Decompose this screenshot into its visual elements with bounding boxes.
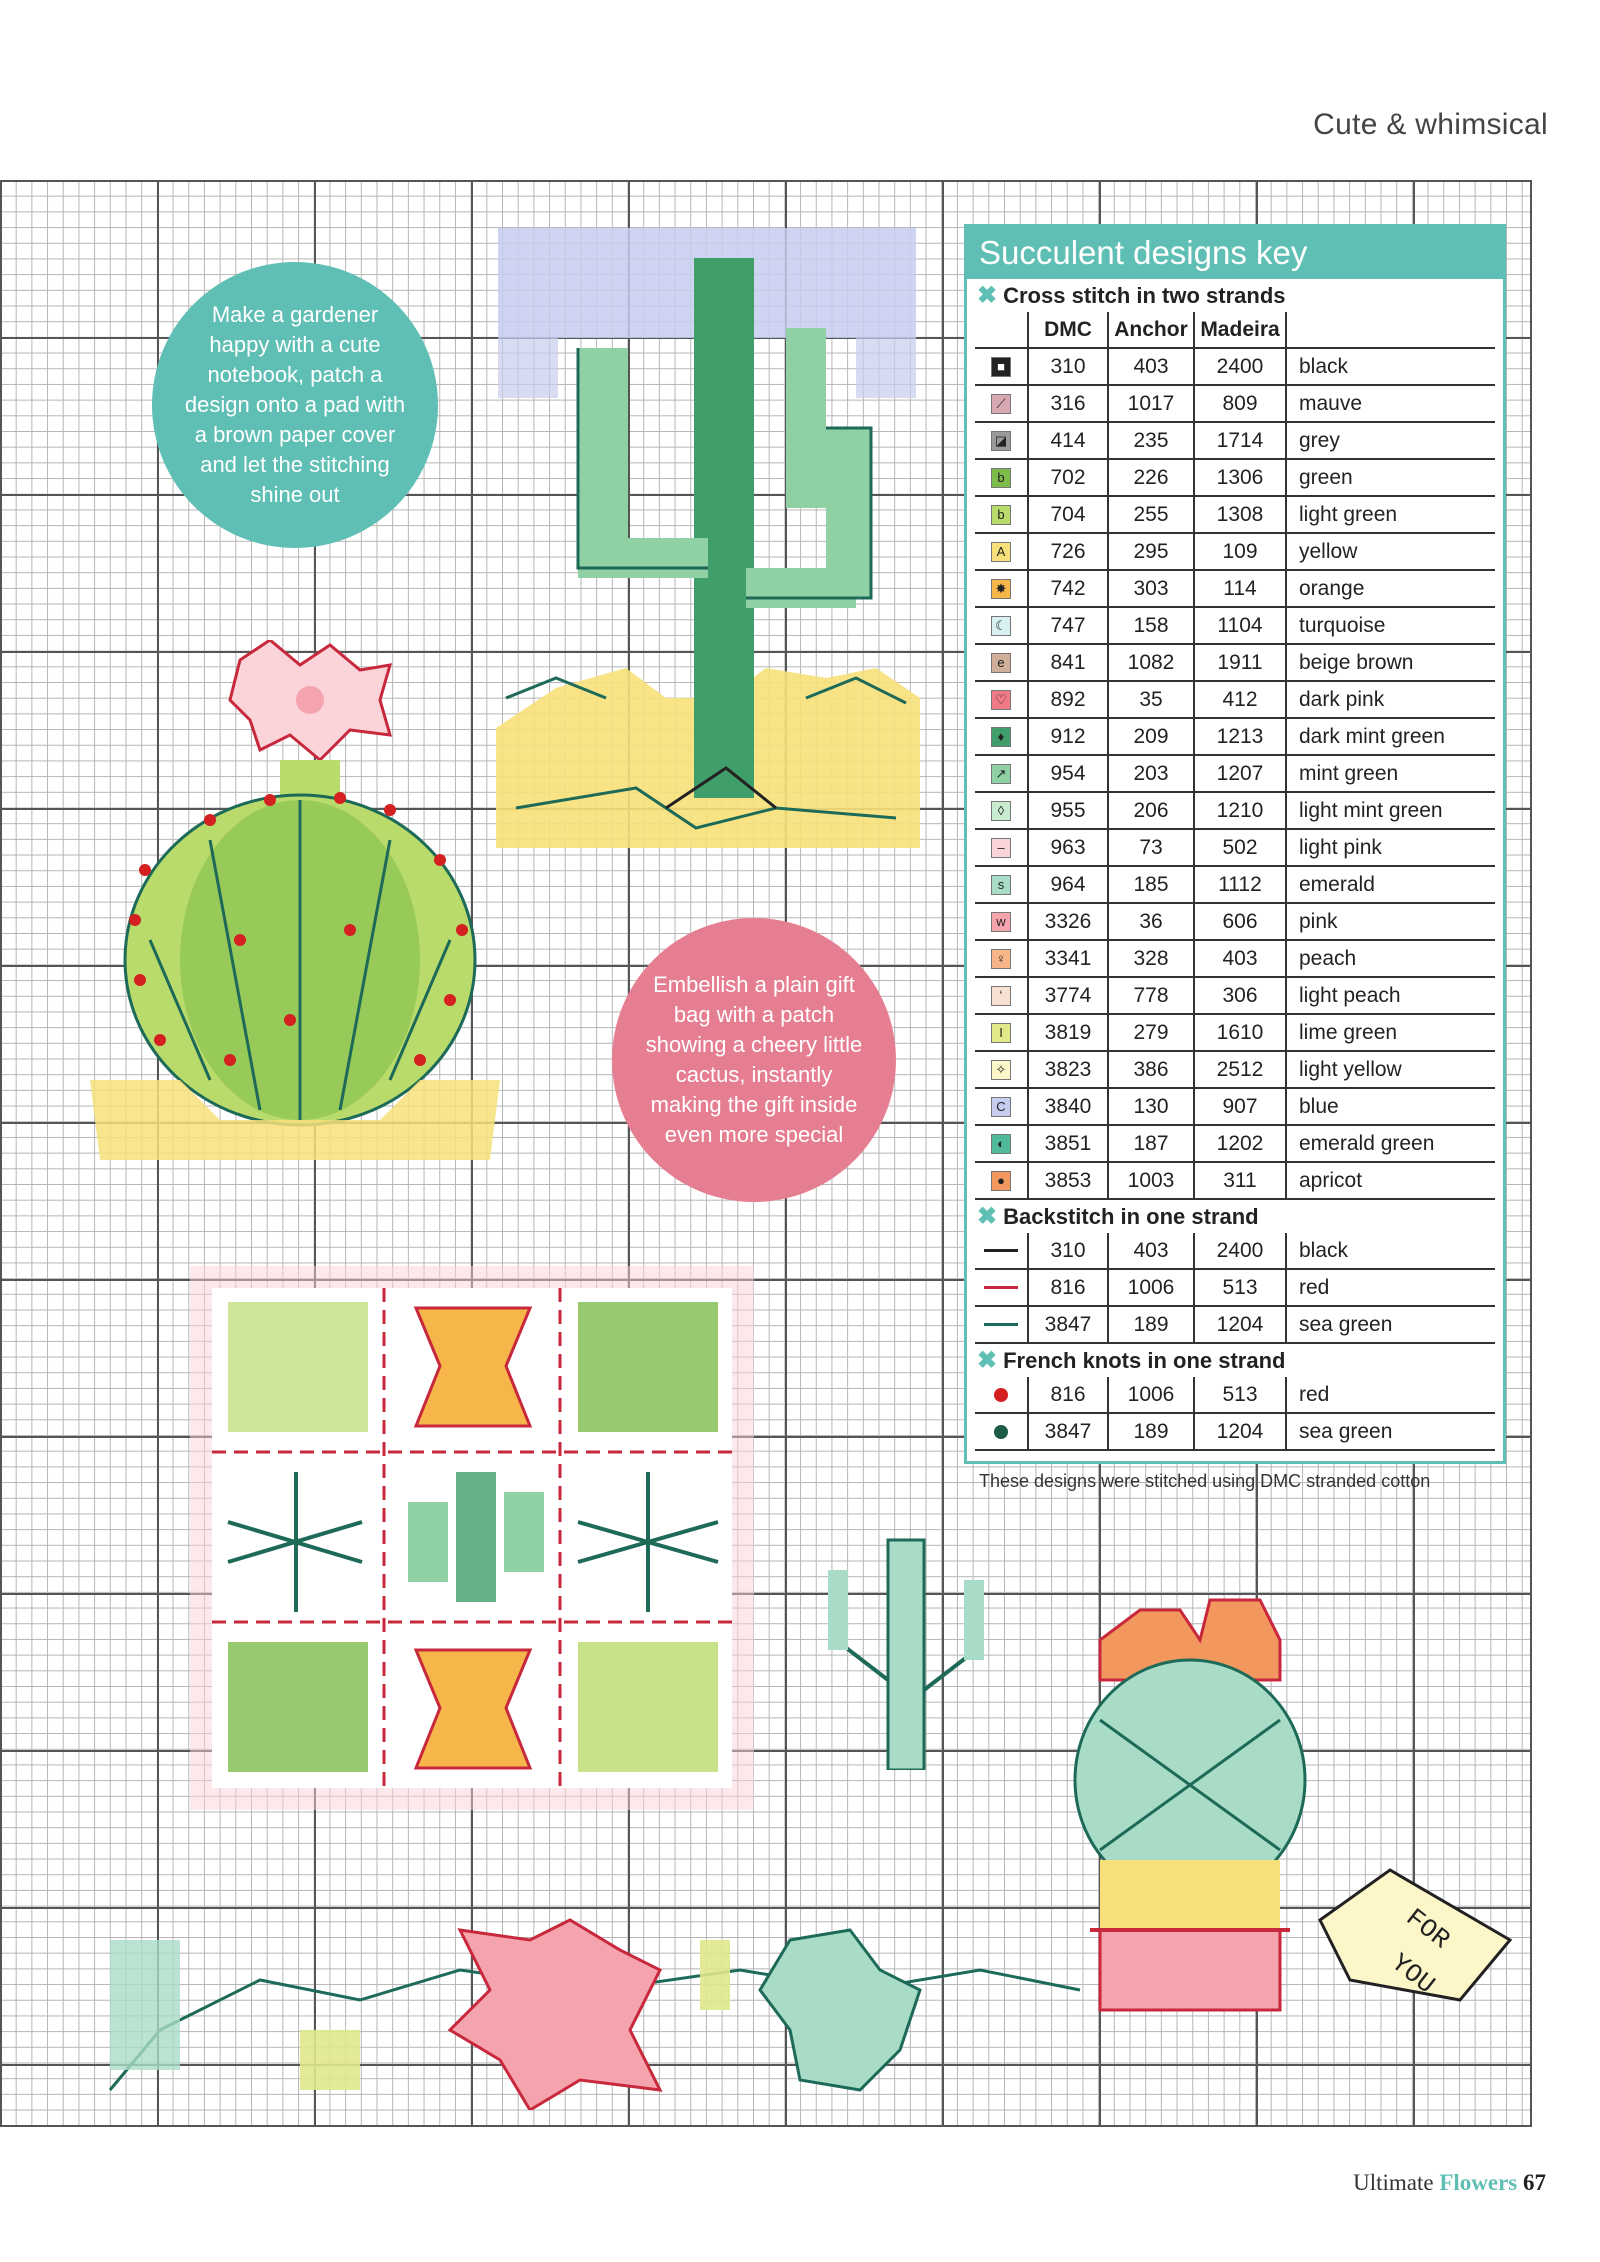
dmc-code: 3819 xyxy=(1029,1015,1109,1050)
thread-name: light pink xyxy=(1299,836,1382,859)
cross-row xyxy=(975,1015,1495,1052)
thread-name: red xyxy=(1299,1276,1330,1299)
thread-name: sea green xyxy=(1299,1420,1393,1443)
tag-word-for: FOR xyxy=(1400,1902,1456,1956)
anchor-code: 206 xyxy=(1109,793,1195,828)
swatch-cell xyxy=(975,830,1029,865)
thread-name: black xyxy=(1299,355,1349,378)
thread-name: orange xyxy=(1299,577,1365,600)
madeira-code: 1213 xyxy=(1195,719,1287,754)
anchor-code: 1006 xyxy=(1109,1377,1195,1412)
cross-row xyxy=(975,423,1495,460)
anchor-header: Anchor xyxy=(1109,312,1195,347)
dmc-code: 3823 xyxy=(1029,1052,1109,1087)
swatch-cell xyxy=(975,645,1029,680)
madeira-code: 1308 xyxy=(1195,497,1287,532)
madeira-code: 1112 xyxy=(1195,867,1287,902)
cross-row xyxy=(975,645,1495,682)
back-row xyxy=(975,1233,1495,1270)
cross-row xyxy=(975,1163,1495,1200)
dmc-code: 954 xyxy=(1029,756,1109,791)
dmc-code: 310 xyxy=(1029,1233,1109,1268)
anchor-code: 209 xyxy=(1109,719,1195,754)
anchor-code: 328 xyxy=(1109,941,1195,976)
madeira-code: 502 xyxy=(1195,830,1287,865)
page-footer xyxy=(1353,2170,1546,2196)
dmc-code: 816 xyxy=(1029,1377,1109,1412)
small-cactus-motif xyxy=(826,1530,986,1770)
backstitch-rows xyxy=(967,1233,1503,1344)
dmc-code: 704 xyxy=(1029,497,1109,532)
thread-swatch-lime-green: I xyxy=(991,1023,1011,1043)
dmc-code: 964 xyxy=(1029,867,1109,902)
french-knot-rows xyxy=(967,1377,1503,1451)
dmc-code: 816 xyxy=(1029,1270,1109,1305)
french-knot-icon: ✖ xyxy=(977,1347,998,1374)
anchor-code: 185 xyxy=(1109,867,1195,902)
backstitch-icon: ✖ xyxy=(977,1203,998,1230)
anchor-code: 36 xyxy=(1109,904,1195,939)
backstitch-line-swatch xyxy=(984,1249,1018,1252)
anchor-code: 403 xyxy=(1109,349,1195,384)
dmc-header: DMC xyxy=(1029,312,1109,347)
saguaro-cactus-motif xyxy=(496,228,920,878)
thread-name: yellow xyxy=(1299,540,1358,563)
cross-row xyxy=(975,386,1495,423)
thread-swatch-dark-pink: ♡ xyxy=(991,690,1011,710)
anchor-code: 189 xyxy=(1109,1307,1195,1342)
swatch-cell xyxy=(975,1377,1029,1412)
anchor-code: 158 xyxy=(1109,608,1195,643)
backstitch-heading: ✖ Backstitch in one strand xyxy=(977,1203,1259,1230)
thread-swatch-beige-brown: e xyxy=(991,653,1011,673)
dmc-code: 3851 xyxy=(1029,1126,1109,1161)
anchor-code: 386 xyxy=(1109,1052,1195,1087)
thread-name: beige brown xyxy=(1299,651,1414,674)
dmc-code: 963 xyxy=(1029,830,1109,865)
anchor-code: 189 xyxy=(1109,1414,1195,1449)
french-knot-dot-swatch xyxy=(994,1425,1008,1439)
anchor-code: 35 xyxy=(1109,682,1195,717)
anchor-code: 187 xyxy=(1109,1126,1195,1161)
thread-swatch-apricot: ● xyxy=(991,1171,1011,1191)
dmc-code: 3326 xyxy=(1029,904,1109,939)
gardener-callout: Make a gardener happy with a cute notebook, patch a design onto a pad with a brown paper cover and let the stitching shine out xyxy=(152,262,438,548)
cross-row xyxy=(975,978,1495,1015)
swatch-cell xyxy=(975,867,1029,902)
swatch-cell xyxy=(975,423,1029,458)
swatch-cell xyxy=(975,534,1029,569)
thread-swatch-pink: w xyxy=(991,912,1011,932)
swatch-cell xyxy=(975,1307,1029,1342)
anchor-code: 1006 xyxy=(1109,1270,1195,1305)
madeira-code: 1610 xyxy=(1195,1015,1287,1050)
thread-swatch-green: b xyxy=(991,468,1011,488)
swatch-cell xyxy=(975,1126,1029,1161)
thread-swatch-light-yellow: ✧ xyxy=(991,1060,1011,1080)
cross-row xyxy=(975,904,1495,941)
anchor-code: 403 xyxy=(1109,1233,1195,1268)
madeira-code: 1714 xyxy=(1195,423,1287,458)
thread-name: peach xyxy=(1299,947,1357,970)
swatch-cell xyxy=(975,1052,1029,1087)
thread-name: turquoise xyxy=(1299,614,1386,637)
key-footnote: These designs were stitched using DMC stranded cotton xyxy=(979,1471,1431,1491)
french-knot-dot-swatch xyxy=(994,1388,1008,1402)
madeira-code: 513 xyxy=(1195,1270,1287,1305)
thread-name: light green xyxy=(1299,503,1398,526)
madeira-code: 114 xyxy=(1195,571,1287,606)
thread-swatch-light-mint-green: ◊ xyxy=(991,801,1011,821)
thread-name: lime green xyxy=(1299,1021,1398,1044)
dmc-code: 3774 xyxy=(1029,978,1109,1013)
cross-row xyxy=(975,1089,1495,1126)
swatch-cell xyxy=(975,497,1029,532)
thread-name: apricot xyxy=(1299,1169,1363,1192)
thread-swatch-orange: ✸ xyxy=(991,579,1011,599)
thread-name: black xyxy=(1299,1239,1349,1262)
thread-name: pink xyxy=(1299,910,1338,933)
back-row xyxy=(975,1270,1495,1307)
anchor-code: 778 xyxy=(1109,978,1195,1013)
cross-row xyxy=(975,941,1495,978)
swatch-cell xyxy=(975,793,1029,828)
thread-name: light yellow xyxy=(1299,1058,1402,1081)
swatch-cell xyxy=(975,386,1029,421)
heart-pot-cactus-motif xyxy=(1060,1580,1520,2060)
swatch-cell xyxy=(975,349,1029,384)
cross-row xyxy=(975,793,1495,830)
swatch-cell xyxy=(975,682,1029,717)
thread-swatch-grey: ◪ xyxy=(991,431,1011,451)
dmc-code: 3341 xyxy=(1029,941,1109,976)
dmc-code: 414 xyxy=(1029,423,1109,458)
anchor-code: 130 xyxy=(1109,1089,1195,1124)
cross-row xyxy=(975,1126,1495,1163)
anchor-code: 279 xyxy=(1109,1015,1195,1050)
anchor-code: 1017 xyxy=(1109,386,1195,421)
anchor-code: 295 xyxy=(1109,534,1195,569)
madeira-code: 1104 xyxy=(1195,608,1287,643)
madeira-code: 1207 xyxy=(1195,756,1287,791)
swatch-cell xyxy=(975,941,1029,976)
gift-bag-callout: Embellish a plain gift bag with a patch showing a cheery little cactus, instantly making the gift inside even more special xyxy=(612,918,896,1202)
french-knots-heading: ✖ French knots in one strand xyxy=(977,1347,1286,1374)
thread-name: sea green xyxy=(1299,1313,1393,1336)
thread-name: dark pink xyxy=(1299,688,1385,711)
knot-row xyxy=(975,1414,1495,1451)
swatch-cell xyxy=(975,978,1029,1013)
backstitch-line-swatch xyxy=(984,1323,1018,1326)
knot-row xyxy=(975,1377,1495,1414)
madeira-code: 907 xyxy=(1195,1089,1287,1124)
anchor-code: 226 xyxy=(1109,460,1195,495)
thread-name: grey xyxy=(1299,429,1340,452)
swatch-cell xyxy=(975,460,1029,495)
madeira-code: 1204 xyxy=(1195,1307,1287,1342)
backstitch-line-swatch xyxy=(984,1286,1018,1289)
anchor-code: 255 xyxy=(1109,497,1195,532)
thread-swatch-turquoise: ☾ xyxy=(991,616,1011,636)
cross-row xyxy=(975,682,1495,719)
anchor-code: 203 xyxy=(1109,756,1195,791)
cross-row xyxy=(975,534,1495,571)
bottom-vine-border-motif xyxy=(100,1910,1090,2110)
thread-swatch-mint-green: ↗ xyxy=(991,764,1011,784)
cross-row xyxy=(975,497,1495,534)
dmc-code: 892 xyxy=(1029,682,1109,717)
dmc-code: 742 xyxy=(1029,571,1109,606)
swatch-cell xyxy=(975,1233,1029,1268)
thread-name: emerald xyxy=(1299,873,1375,896)
madeira-code: 306 xyxy=(1195,978,1287,1013)
swatch-cell xyxy=(975,1015,1029,1050)
madeira-code: 1210 xyxy=(1195,793,1287,828)
barrel-cactus-motif xyxy=(90,640,510,1180)
swatch-cell xyxy=(975,571,1029,606)
section-title: Cute & whimsical xyxy=(1313,108,1548,141)
cross-row xyxy=(975,1052,1495,1089)
dmc-code: 747 xyxy=(1029,608,1109,643)
swatch-cell xyxy=(975,756,1029,791)
thread-swatch-light-pink: – xyxy=(991,838,1011,858)
thread-swatch-light-peach: ʻ xyxy=(991,986,1011,1006)
madeira-code: 1306 xyxy=(1195,460,1287,495)
key-title: Succulent designs key xyxy=(967,227,1503,279)
swatch-cell xyxy=(975,1089,1029,1124)
thread-name: dark mint green xyxy=(1299,725,1445,748)
madeira-code: 2400 xyxy=(1195,1233,1287,1268)
dmc-code: 841 xyxy=(1029,645,1109,680)
cross-row xyxy=(975,349,1495,386)
thread-name: green xyxy=(1299,466,1353,489)
dmc-code: 3847 xyxy=(1029,1307,1109,1342)
cross-stitch-heading: ✖ Cross stitch in two strands xyxy=(977,282,1286,309)
thread-swatch-black: ■ xyxy=(991,357,1011,377)
thread-swatch-yellow: A xyxy=(991,542,1011,562)
thread-swatch-mauve: ⟋ xyxy=(991,394,1011,414)
cross-row xyxy=(975,571,1495,608)
dmc-code: 316 xyxy=(1029,386,1109,421)
thread-swatch-light-green: b xyxy=(991,505,1011,525)
cross-row xyxy=(975,756,1495,793)
thread-name: red xyxy=(1299,1383,1330,1406)
anchor-code: 73 xyxy=(1109,830,1195,865)
madeira-code: 311 xyxy=(1195,1163,1287,1198)
tag-word-you: YOU xyxy=(1385,1947,1441,2001)
thread-name: blue xyxy=(1299,1095,1339,1118)
thread-swatch-peach: ♀ xyxy=(991,949,1011,969)
thread-swatch-dark-mint-green: ♦ xyxy=(991,727,1011,747)
cross-row xyxy=(975,830,1495,867)
cross-row xyxy=(975,460,1495,497)
swatch-cell xyxy=(975,719,1029,754)
dmc-code: 310 xyxy=(1029,349,1109,384)
dmc-code: 955 xyxy=(1029,793,1109,828)
madeira-code: 109 xyxy=(1195,534,1287,569)
footer-page-number: 67 xyxy=(1523,2170,1546,2195)
back-row xyxy=(975,1307,1495,1344)
dmc-code: 702 xyxy=(1029,460,1109,495)
madeira-code: 1911 xyxy=(1195,645,1287,680)
madeira-code: 606 xyxy=(1195,904,1287,939)
thread-name: light peach xyxy=(1299,984,1401,1007)
key-column-headers xyxy=(975,312,1495,349)
dmc-code: 3847 xyxy=(1029,1414,1109,1449)
madeira-code: 809 xyxy=(1195,386,1287,421)
footer-magazine: Ultimate xyxy=(1353,2170,1434,2195)
thread-swatch-emerald: s xyxy=(991,875,1011,895)
anchor-code: 1082 xyxy=(1109,645,1195,680)
dmc-code: 726 xyxy=(1029,534,1109,569)
nine-square-sampler-motif xyxy=(186,1262,758,1814)
swatch-cell xyxy=(975,1270,1029,1305)
swatch-cell xyxy=(975,608,1029,643)
madeira-code: 1204 xyxy=(1195,1414,1287,1449)
succulent-designs-key xyxy=(964,224,1506,1491)
swatch-cell xyxy=(975,1163,1029,1198)
madeira-code: 1202 xyxy=(1195,1126,1287,1161)
swatch-cell xyxy=(975,904,1029,939)
thread-name: light mint green xyxy=(1299,799,1443,822)
anchor-code: 1003 xyxy=(1109,1163,1195,1198)
madeira-code: 412 xyxy=(1195,682,1287,717)
thread-name: mauve xyxy=(1299,392,1363,415)
dmc-code: 3840 xyxy=(1029,1089,1109,1124)
anchor-code: 235 xyxy=(1109,423,1195,458)
thread-name: emerald green xyxy=(1299,1132,1435,1155)
thread-swatch-emerald-green: ◐ xyxy=(991,1134,1011,1154)
dmc-code: 912 xyxy=(1029,719,1109,754)
madeira-code: 2400 xyxy=(1195,349,1287,384)
dmc-code: 3853 xyxy=(1029,1163,1109,1198)
thread-name: mint green xyxy=(1299,762,1399,785)
madeira-header: Madeira xyxy=(1195,312,1287,347)
madeira-code: 403 xyxy=(1195,941,1287,976)
cross-row xyxy=(975,867,1495,904)
cross-row xyxy=(975,608,1495,645)
anchor-code: 303 xyxy=(1109,571,1195,606)
cross-row xyxy=(975,719,1495,756)
swatch-cell xyxy=(975,1414,1029,1449)
footer-title: Flowers xyxy=(1439,2170,1518,2195)
madeira-code: 2512 xyxy=(1195,1052,1287,1087)
madeira-code: 513 xyxy=(1195,1377,1287,1412)
thread-swatch-blue: C xyxy=(991,1097,1011,1117)
cross-stitch-icon: ✖ xyxy=(977,282,998,309)
cross-stitch-rows xyxy=(967,349,1503,1200)
